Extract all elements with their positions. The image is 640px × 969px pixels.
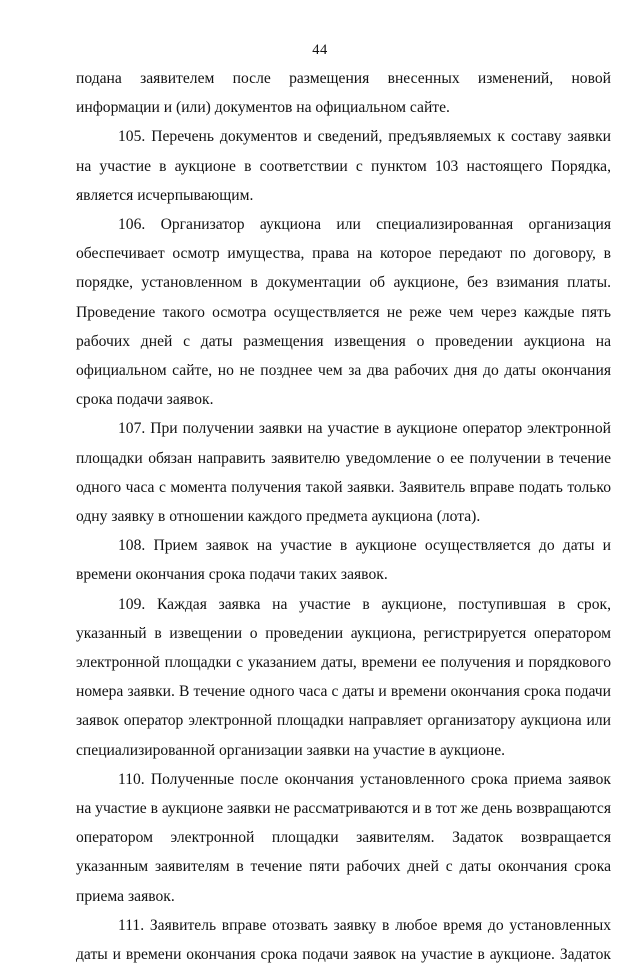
paragraph-111: 111. Заявитель вправе отозвать заявку в любое время до установленных даты и времени окончания срока подачи заявок на участие в аукционе. Задаток xyxy=(76,916,611,964)
paragraph-105: 105. Перечень документов и сведений, предъявляемых к составу заявки на участие в аукционе в соответствии с пунктом 103 настоящего Порядка, является исчерпывающим. xyxy=(76,128,611,204)
paragraph-continuation: подана заявителем после размещения внесенных изменений, новой информации и (или) документов на официальном сайте. xyxy=(76,70,611,117)
paragraph-106: 106. Организатор аукциона или специализированная организация обеспечивает осмотр имущества, права на которое передают по договору, в порядке, установленном в документации об аукционе, без взимания платы. Проведение такого осмотра осуществляется не реже чем через каждые пять рабочих дней с даты размещения извещения о проведении аукциона на официальном сайте, но не позднее чем за два рабочих дня до даты окончания срока подачи заявок. xyxy=(76,216,611,409)
paragraph-110: 110. Полученные после окончания установленного срока приема заявок на участие в аукционе заявки не рассматриваются и в тот же день возвращаются оператором электронной площадки заявителям. Задаток возвращается указанным заявителям в течение пяти рабочих дней с даты окончания срока приема заявок. xyxy=(76,770,611,905)
paragraph-108: 108. Прием заявок на участие в аукционе осуществляется до даты и времени окончания срока подачи таких заявок. xyxy=(76,537,611,584)
paragraph-109: 109. Каждая заявка на участие в аукционе, поступившая в срок, указанный в извещении о проведении аукциона, регистрируется оператором электронной площадки с указанием даты, времени ее получения и порядкового номера заявки. В течение одного часа с даты и времени окончания срока подачи заявок оператор электронной площадки направляет организатору аукциона или специализированной организации заявки на участие в аукционе. xyxy=(76,595,611,759)
page-number: 44 xyxy=(312,42,328,58)
document-body xyxy=(76,64,611,969)
paragraph-107: 107. При получении заявки на участие в аукционе оператор электронной площадки обязан направить заявителю уведомление о ее получении в течение одного часа с момента получения такой заявки. Заявитель вправе подать только одну заявку в отношении каждого предмета аукциона (лота). xyxy=(76,420,611,526)
